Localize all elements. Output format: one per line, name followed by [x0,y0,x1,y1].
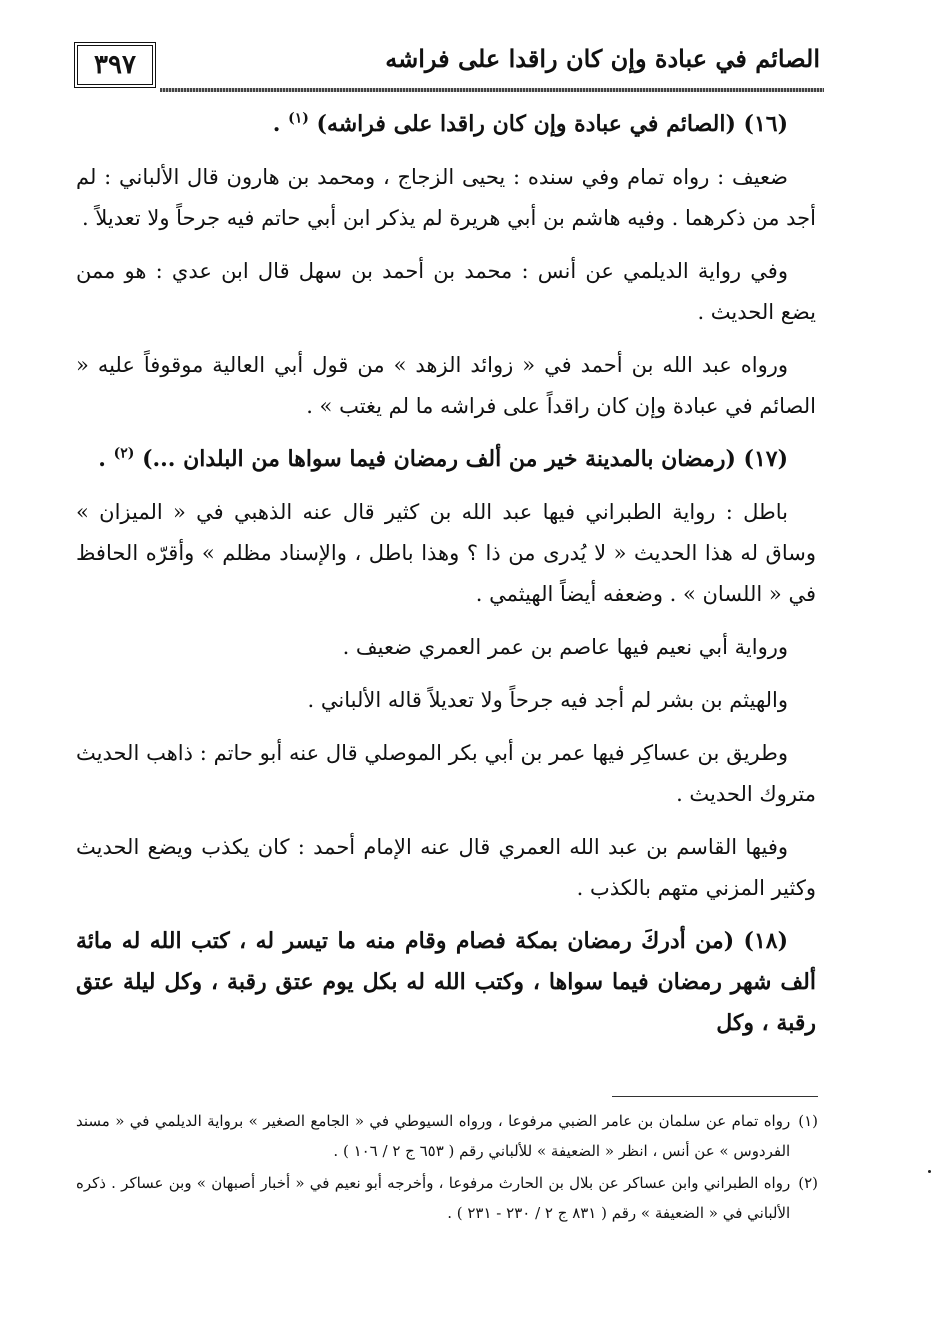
paragraph-8: وفيها القاسم بن عبد الله العمري قال عنه الإمام أحمد : كان يكذب ويضع الحديث وكثير المزني متهم بالكذب . [76,835,816,900]
entry-16-title: (١٦) (الصائم في عبادة وإن كان راقدا على فراشه) [316,111,788,137]
entry-18-paragraph: (١٨) (من أدركَ رمضان بمكة فصام وقام منه ما تيسر له ، كتب الله له مائة ألف شهر رمضان فيما سواها ، وكتب الله له بكل يوم عتق رقبة ، وكل ليلة عتق رقبة ، وكل [76,928,816,1036]
footnote-number: (٢) [798,1174,818,1192]
page-number: ٣٩٧ [74,42,156,88]
footnote-text: رواه الطبراني وابن عساكر عن بلال بن الحارث مرفوعا ، وأخرجه أبو نعيم في « أخبار أصبهان » وبن عساكر . ذكره الألباني في « الضعيفة » رقم ( ٨٣١ ج ٢ / ٢٣٠ - ٢٣١ ) . [76,1174,791,1222]
page-header [74,38,824,98]
body-text [76,104,816,1056]
paragraph-7: وطريق بن عساكِر فيها عمر بن أبي بكر الموصلي قال عنه أبو حاتم : ذاهب الحديث متروك الحديث . [76,741,816,806]
paragraph-5: ورواية أبي نعيم فيها عاصم بن عمر العمري ضعيف . [342,635,788,659]
paragraph-1: ضعيف : رواه تمام وفي سنده : يحيى الزجاج ، ومحمد بن هارون قال الألباني : لم أجد من ذكرهما . وفيه هاشم بن أبي هريرة لم يذكر ابن أبي حاتم فيه جرحاً ولا تعديلاً . [76,165,816,230]
paragraph-4: باطل : رواية الطبراني فيها عبد الله بن كثير قال عنه الذهبي في « الميزان » وساق له هذا الحديث « لا يُدرى من ذا ؟ وهذا باطل ، والإسناد مظلم » وأقرّه الحافظ في « اللسان » . وضعفه أيضاً الهيثمي . [76,500,816,606]
entry-17-title: (١٧) (رمضان بالمدينة خير من ألف رمضان فيما سواها من البلدان ...) [142,446,788,472]
paragraph-3: ورواه عبد الله بن أحمد في « زوائد الزهد » من قول أبي العالية موقوفاً عليه « الصائم في عبادة وإن كان راقداً على فراشه ما لم يغتب » . [76,353,816,418]
paragraph-6: والهيثم بن بشر لم أجد فيه جرحاً ولا تعديلاً قاله الألباني . [307,688,788,712]
running-title: الصائم في عبادة وإن كان راقدا على فراشه [385,44,820,73]
footnote-ref-1: (١) [288,110,309,127]
footnote-ref-2: (٢) [113,445,135,462]
footnote-number: (١) [798,1112,818,1130]
footnote-1 [76,1106,818,1166]
footnote-text: رواه تمام عن سلمان بن عامر الضبي مرفوعا ، ورواه السيوطي في « الجامع الصغير » برواية الديلمي في « مسند الفردوس » عن أنس ، انظر « الضعيفة » للألباني رقم ( ٦٥٣ ج ٢ / ١٠٦ ) . [76,1112,791,1160]
paragraph-2: وفي رواية الديلمي عن أنس : محمد بن أحمد بن سهل قال ابن عدي : هو ممن يضع الحديث . [76,259,816,324]
entry-16-period: . [272,111,281,137]
footnotes [76,1106,818,1230]
header-rule [160,88,824,92]
footnote-rule [612,1096,818,1097]
entry-16-heading [76,104,816,145]
footnote-2 [76,1168,818,1228]
entry-17-heading [76,439,816,480]
scan-speck [928,1170,931,1173]
entry-17-period: . [98,446,106,472]
